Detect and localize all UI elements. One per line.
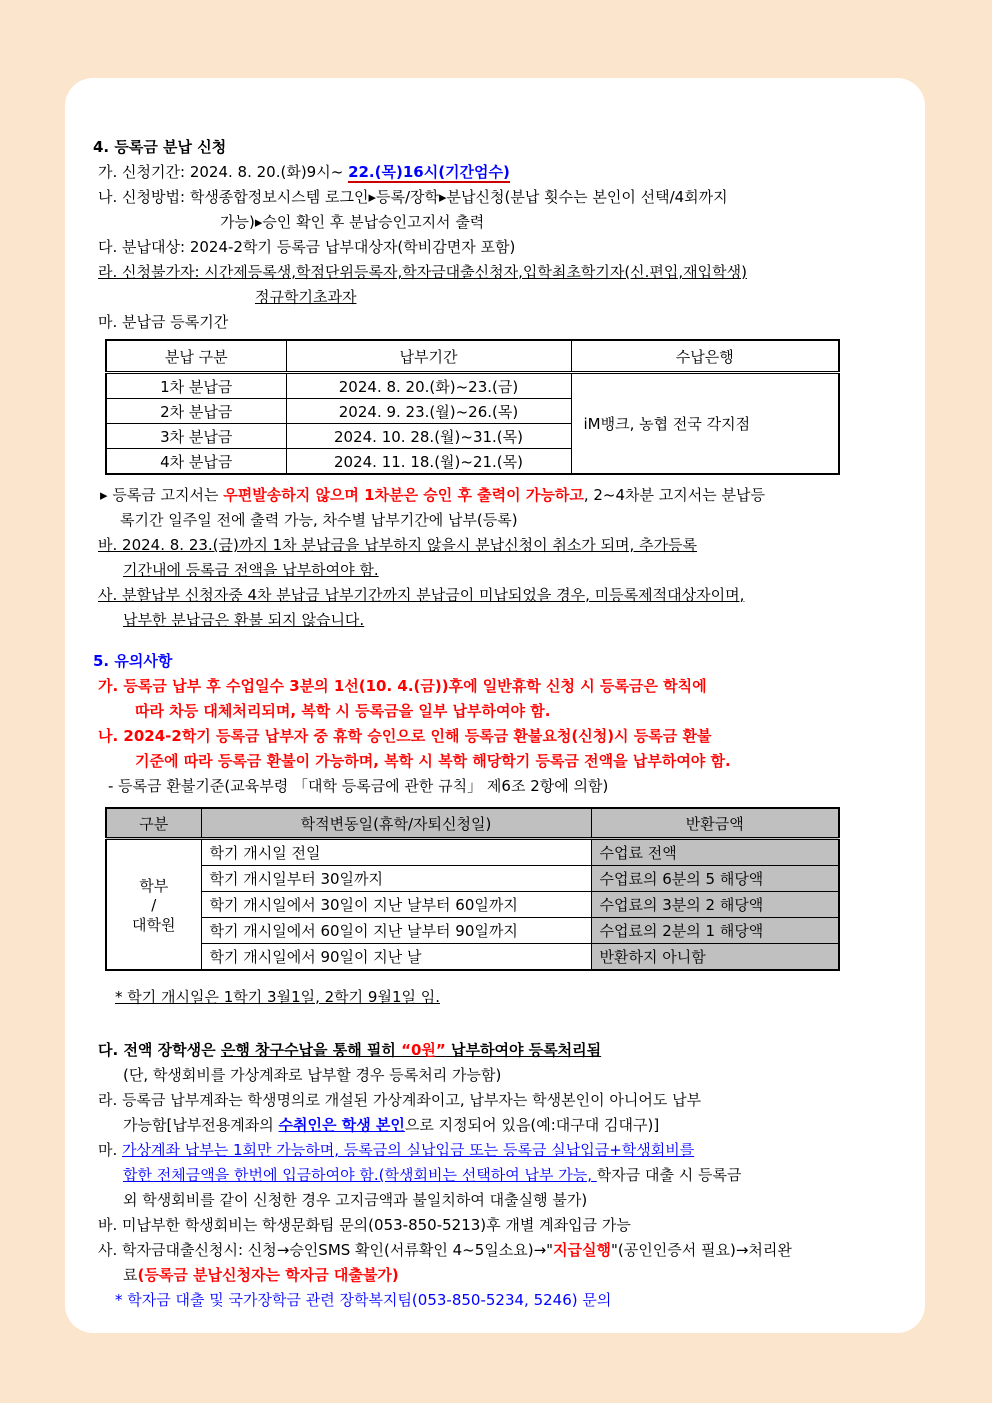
virtual-account-blue2: 합한 전체금액을 한번에 입금하여야 함.(학생회비는 선택하여 납부 가능, [123, 1166, 597, 1184]
item-label: 가. [98, 163, 118, 181]
payee-highlight: 수취인은 학생 본인 [278, 1116, 405, 1134]
section4-item-ga [90, 160, 905, 185]
scholarship-pre: 전액 장학생은 [123, 1041, 221, 1059]
application-method-cont: 가능)▸승인 확인 후 분납승인고지서 출력 [220, 213, 485, 231]
deadline-highlight: 22.(목)16시(기간엄수) [348, 163, 510, 181]
installment-name: 4차 분납금 [106, 449, 286, 475]
table-row [106, 918, 839, 944]
section5-item-ra: 라. 등록금 납부계좌는 학생명의로 개설된 가상계좌이고, 납부자는 학생본인이 아니어도 납부 [98, 1091, 702, 1109]
payment-period: 2024. 8. 20.(화)~23.(금) [286, 373, 571, 399]
section4-item-sa [90, 583, 905, 608]
payment-period: 2024. 10. 28.(월)~31.(목) [286, 424, 571, 449]
notice-bullet-cont [90, 508, 905, 533]
section5-item-sa-cont [90, 1263, 905, 1288]
loan-contact-note: * 학자금 대출 및 국가장학금 관련 장학복지팀(053-850-5234, 5246) 문의 [115, 1291, 612, 1309]
installment-table [105, 339, 840, 475]
notice-pre: 등록금 고지서는 [112, 486, 224, 504]
section4-item-na-cont [90, 210, 905, 235]
virtual-account-blue1: 가상계좌 납부는 1회만 가능하며, 등록금의 실납입금 또는 등록금 실납입금+학생회비를 [122, 1141, 695, 1159]
section5-item-na: 나. 2024-2학기 등록금 납부자 중 휴학 승인으로 인해 등록금 환불요청(신청)시 등록금 환불 [98, 727, 712, 745]
item-label: 다. [98, 238, 118, 256]
notice-cont: 록기간 일주일 전에 출력 가능, 차수별 납부기간에 납부(등록) [120, 511, 518, 529]
notice-post: , 2~4차분 고지서는 분납등 [583, 486, 765, 504]
scholarship-u-post: 납부하여야 등록처리됨 [445, 1041, 602, 1059]
section4-item-ma [90, 310, 905, 335]
semester-start-note [90, 985, 905, 1010]
section5-item-ra-cont [90, 1113, 905, 1138]
scholarship-u-pre: 은행 창구수납을 통해 필히 [220, 1041, 402, 1059]
section5-item-ma [90, 1138, 905, 1163]
col-header: 반환금액 [591, 808, 839, 839]
ineligible-cont: 정규학기초과자 [255, 288, 357, 306]
loan-pre: 사. 학자금대출신청시: 신청→승인SMS 확인(서류확인 4~5일소요)→" [98, 1241, 554, 1259]
table-row [106, 944, 839, 971]
section4-item-sa-cont [90, 608, 905, 633]
table-row [106, 892, 839, 918]
group-line: 대학원 [132, 915, 176, 934]
account-cont-pre: 가능함[납부전용계좌의 [123, 1116, 279, 1134]
col-header: 분납 구분 [106, 340, 286, 373]
change-date: 학기 개시일에서 90일이 지난 날 [201, 944, 591, 971]
refund-amount: 수업료의 2분의 1 해당액 [591, 918, 839, 944]
target-text: 분납대상: 2024-2학기 등록금 납부대상자(학비감면자 포함) [122, 238, 516, 256]
group-line: / [151, 895, 157, 914]
section4-title: 4. 등록금 분납 신청 [93, 138, 227, 156]
section5-item-da [90, 1038, 905, 1063]
cancel-warning: 바. 2024. 8. 23.(금)까지 1차 분납금을 납부하지 않을시 분납신청이 취소가 되며, 추가등록 [98, 536, 698, 554]
section4-item-na [90, 185, 905, 210]
receiving-bank: iM뱅크, 농협 전국 각지점 [571, 373, 839, 475]
refund-amount: 수업료 전액 [591, 839, 839, 866]
no-refund-warning: 사. 분할납부 신청자중 4차 분납금 납부기간까지 분납금이 미납되었을 경우, 미등록제적대상자이며, [98, 586, 745, 604]
group-line: 학부 [139, 876, 169, 895]
item-label: 나. [98, 188, 118, 206]
change-date: 학기 개시일에서 60일이 지난 날부터 90일까지 [201, 918, 591, 944]
section5-item-sa [90, 1238, 905, 1263]
account-cont-post: 으로 지정되어 있음(예:대구대 김대구)] [404, 1116, 660, 1134]
semester-start-text: * 학기 개시일은 1학기 3월1일, 2학기 9월1일 임. [115, 988, 441, 1006]
cancel-warning-cont: 기간내에 등록금 전액을 납부하여야 함. [123, 561, 379, 579]
loan-mid: "(공인인증서 필요)→처리완 [611, 1241, 792, 1259]
virtual-account-black2: 학자금 대출 시 등록금 [596, 1166, 742, 1184]
refund-basis-note: - 등록금 환불기준(교육부령 「대학 등록금에 관한 규칙」 제6조 2항에 의함) [108, 777, 609, 795]
loan-execute-highlight: 지급실행 [553, 1241, 612, 1259]
notice-bullet-line [90, 483, 905, 508]
col-header: 학적변동일(휴학/자퇴신청일) [201, 808, 591, 839]
installment-name: 1차 분납금 [106, 373, 286, 399]
installment-name: 3차 분납금 [106, 424, 286, 449]
section4-item-ra [90, 260, 905, 285]
payment-period: 2024. 11. 18.(월)~21.(목) [286, 449, 571, 475]
no-refund-warning-cont: 납부한 분납금은 환불 되지 않습니다. [123, 611, 365, 629]
change-date: 학기 개시일 전일 [201, 839, 591, 866]
section4-item-ra-cont [90, 285, 905, 310]
application-period-text: 신청기간: 2024. 8. 20.(화)9시~ [122, 163, 344, 181]
section5-item-ma-cont1 [90, 1163, 905, 1188]
application-method-text: 신청방법: 학생종합정보시스템 로그인▸등록/장학▸분납신청(분납 횟수는 본인이 선택/4회까지 [122, 188, 728, 206]
col-header: 납부기간 [286, 340, 571, 373]
group-cell [106, 839, 201, 971]
refund-table [105, 807, 840, 971]
ineligible-text: 라. 신청불가자: 시간제등록생,학점단위등록자,학자금대출신청자,입학최초학기자(신.편입,재입학생) [98, 263, 747, 281]
change-date: 학기 개시일에서 30일이 지난 날부터 60일까지 [201, 892, 591, 918]
table-header-row [106, 340, 839, 373]
col-header: 수납은행 [571, 340, 839, 373]
section4-item-da [90, 235, 905, 260]
refund-amount: 수업료의 6분의 5 해당액 [591, 866, 839, 892]
payment-period: 2024. 9. 23.(월)~26.(목) [286, 399, 571, 424]
scholarship-underline [221, 1041, 601, 1059]
installment-period-label: 분납금 등록기간 [122, 313, 229, 331]
item-label: 마. [98, 313, 118, 331]
document-card [65, 78, 925, 1333]
section5-item-ba: 바. 미납부한 학생회비는 학생문화팀 문의(053-850-5213)후 개별 계좌입금 가능 [98, 1216, 631, 1234]
col-header: 구분 [106, 808, 201, 839]
refund-amount: 반환하지 아니함 [591, 944, 839, 971]
loan-no-installment-highlight: (등록금 분납신청자는 학자금 대출불가) [137, 1266, 399, 1284]
change-date: 학기 개시일부터 30일까지 [201, 866, 591, 892]
section5-item-ma-cont2: 외 학생회비를 같이 신청한 경우 고지금액과 불일치하여 대출실행 불가) [123, 1191, 588, 1209]
table-row [106, 373, 839, 399]
table-row [106, 839, 839, 866]
item-label: 마. [98, 1141, 118, 1159]
installment-name: 2차 분납금 [106, 399, 286, 424]
document-content [90, 135, 905, 1313]
section4-item-ba [90, 533, 905, 558]
refund-amount: 수업료의 3분의 2 해당액 [591, 892, 839, 918]
item-label: 다. [98, 1041, 119, 1059]
table-row [106, 866, 839, 892]
section5-item-na-cont: 기준에 따라 등록금 환불이 가능하며, 복학 시 복학 해당학기 등록금 전액을 납부하여야 함. [135, 752, 731, 770]
section5-item-ga: 가. 등록금 납부 후 수업일수 3분의 1선(10. 4.(금))후에 일반휴학 신청 시 등록금은 학칙에 [98, 677, 707, 695]
section5-item-ga-cont: 따라 차등 대체처리되며, 복학 시 등록금을 일부 납부하여야 함. [135, 702, 551, 720]
loan-cont-pre: 료 [123, 1266, 138, 1284]
section4-item-ba-cont [90, 558, 905, 583]
section5-title: 5. 유의사항 [93, 652, 173, 670]
section5-item-da-cont: (단, 학생회비를 가상계좌로 납부할 경우 등록처리 가능함) [123, 1066, 502, 1084]
triangle-bullet-icon: ▸ [100, 486, 108, 504]
zero-won-highlight: “0원” [401, 1041, 446, 1059]
table-header-row [106, 808, 839, 839]
notice-red: 우편발송하지 않으며 1차분은 승인 후 출력이 가능하고 [223, 486, 584, 504]
